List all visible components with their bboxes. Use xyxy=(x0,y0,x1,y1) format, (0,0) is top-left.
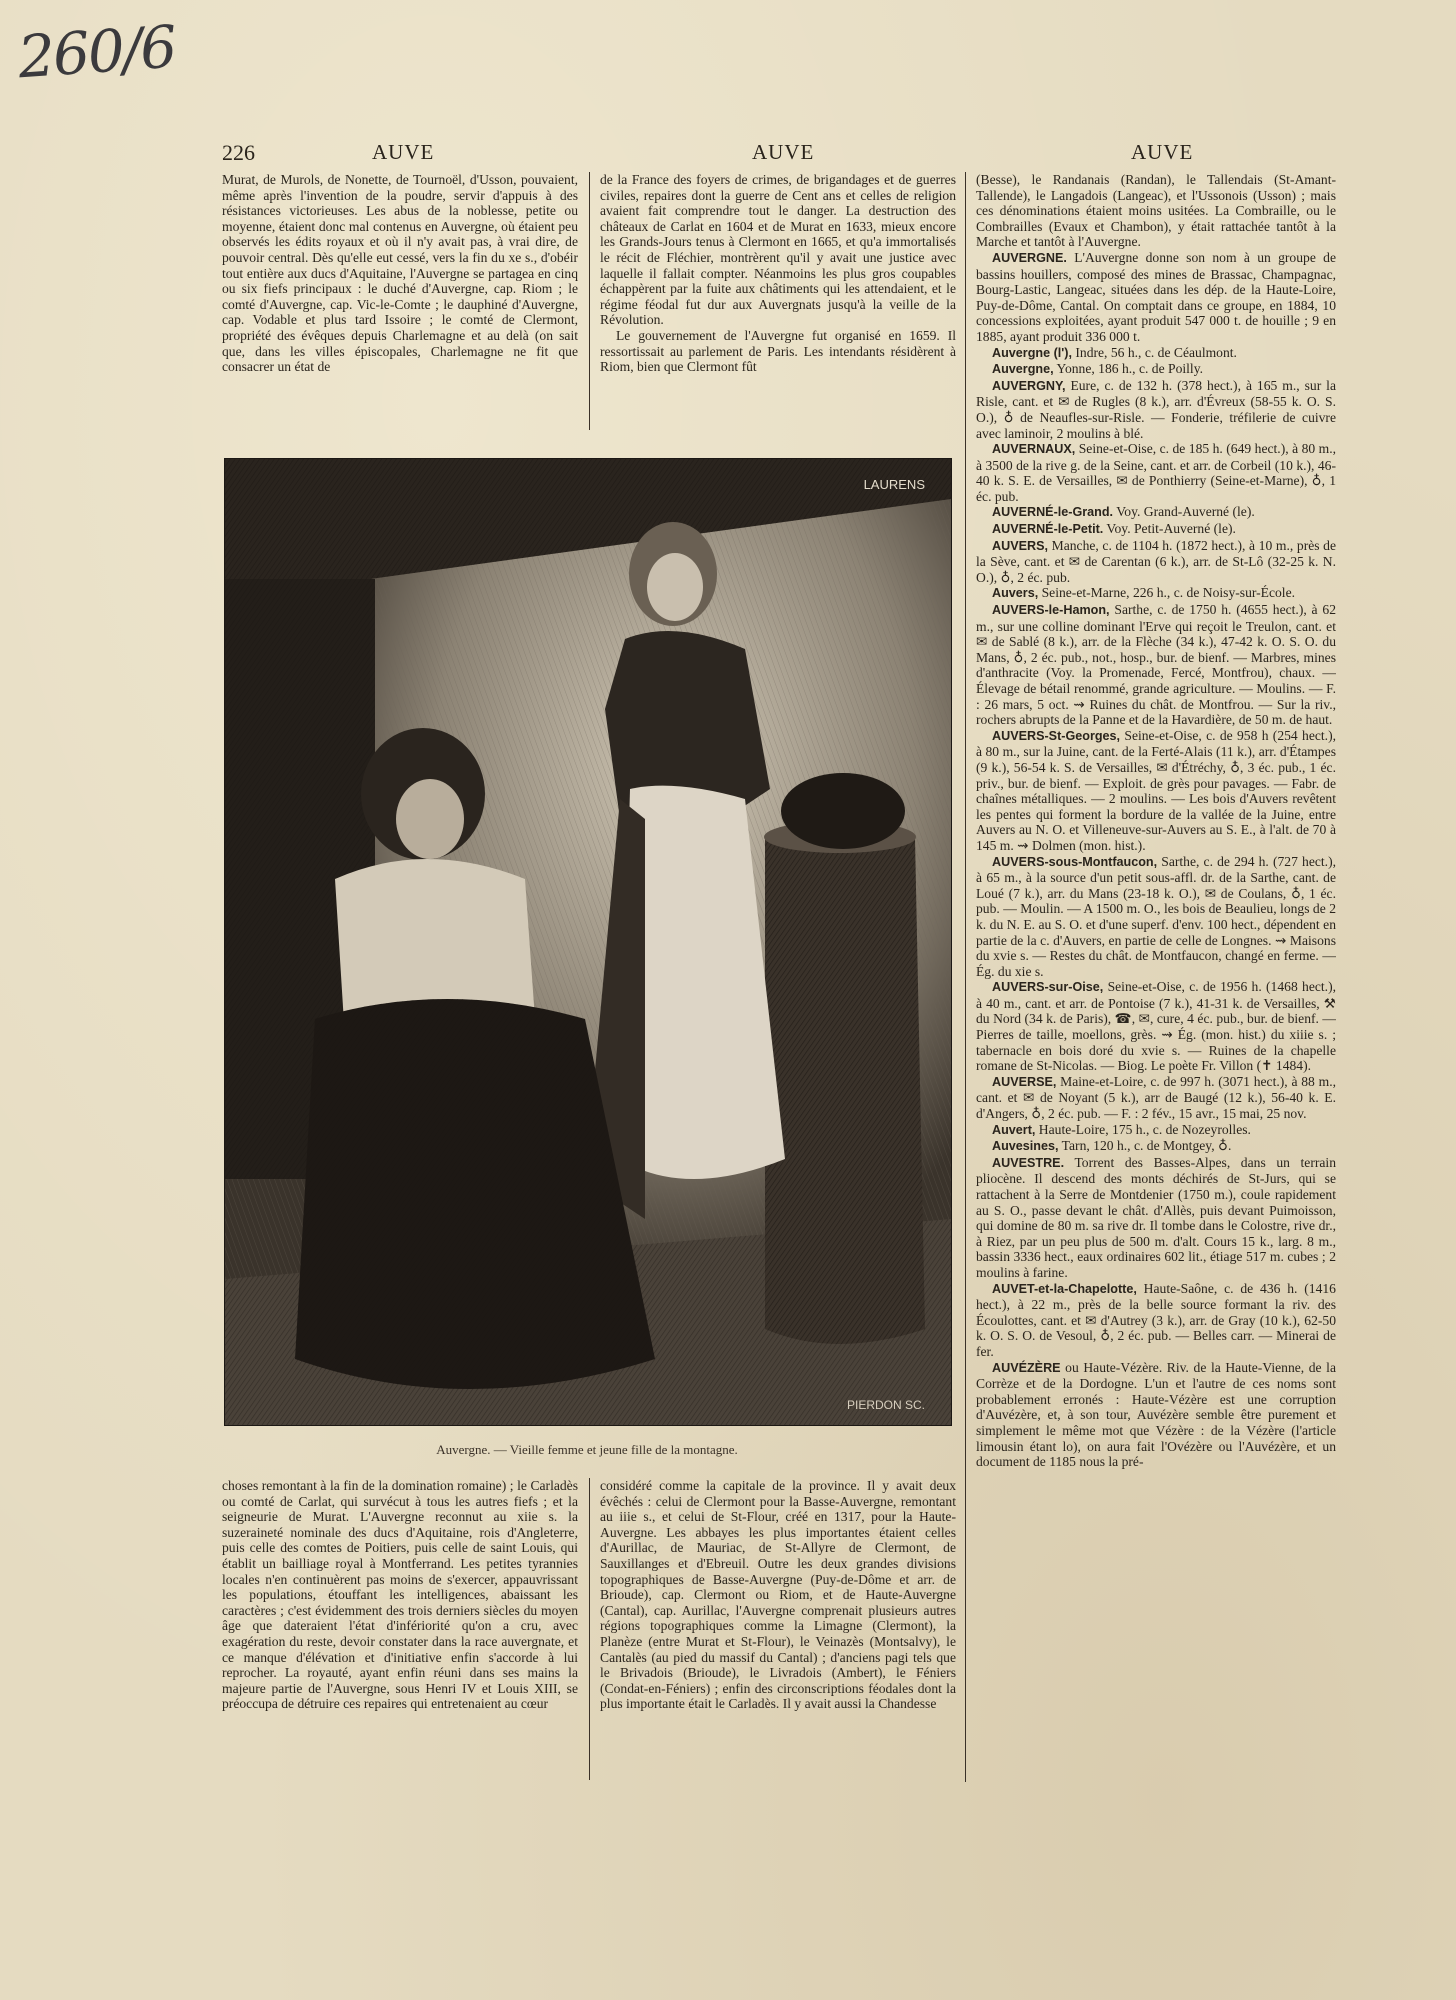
column-1-top xyxy=(222,172,578,430)
entry-text: Maine-et-Loire, c. de 997 h. (3071 hect.), à 88 m., cant. et ✉ de Noyant (5 k.), arr de Baugé (12 k.), 56-40 k. E. d'Angers, ♁, 2 éc. pub. — F. : 2 fév., 15 avr., 15 mai, 25 nov. xyxy=(976,1073,1336,1122)
entry-headword: AUVERS-sur-Oise, xyxy=(992,980,1104,995)
dictionary-entry xyxy=(976,1281,1336,1360)
entry-headword: AUVESTRE. xyxy=(992,1155,1065,1170)
entry-headword: AUVERNAUX, xyxy=(992,442,1076,457)
dictionary-entry xyxy=(976,504,1336,521)
dictionary-entry xyxy=(976,1360,1336,1470)
page-number: 226 xyxy=(222,140,255,165)
entry-headword: AUVERS, xyxy=(992,538,1048,553)
engraver-signature: PIERDON SC. xyxy=(846,1398,925,1412)
entry-text: Indre, 56 h., c. de Céaulmont. xyxy=(1075,344,1237,360)
entry-text: Voy. Grand-Auverné (le). xyxy=(1116,504,1255,520)
column-3 xyxy=(976,172,1336,1782)
entry-text: Sarthe, c. de 294 h. (727 hect.), à 65 m., à la source d'un petit sous-affl. dr. de la Sarthe, cant. de Loué (7 k.), arr. du Mans (23-18 k. O.), ✉ de Coulans, ♁, 1 éc. pub. — Moulin. — A 1500 m. O., les bois de Beaulieu, longs de 2 k. du N. E. au S. O. et d'une superf. d'env. 100 hect., dépendent en partie de la c. d'Auvers, en partie de celle de Longnes. ⇝ Maisons du xvie s. — Restes du chât. de Montfaucon, changé en ferme. — Ég. du xie s. xyxy=(976,853,1336,979)
entry-headword: Auvert, xyxy=(992,1122,1036,1137)
dictionary-entry xyxy=(976,172,1336,250)
dictionary-entry xyxy=(976,250,1336,345)
entry-headword: AUVERGNE. xyxy=(992,250,1067,265)
dictionary-entry xyxy=(976,979,1336,1074)
paragraph: Le gouvernement de l'Auvergne fut organisé en 1659. Il ressortissait au parlement de Paris. Les intendants résidèrent à Riom, bien que Clermont fût xyxy=(600,327,956,375)
column-rule xyxy=(589,1478,590,1780)
entry-text: Tarn, 120 h., c. de Montgey, ♁. xyxy=(1061,1138,1232,1154)
paragraph: de la France des foyers de crimes, de brigandages et de guerres civiles, repaires dont la guerre de Cent ans et celles de religion avaient fait comprendre tout le danger. La destruction des châteaux de Carlat en 1604 et de Murat en 1633, mieux encore les Grands-Jours tenus à Clermont en 1665, et qu'a immortalisés le récit de Fléchier, montrèrent qu'il y avait une justice avec laquelle il fallait compter. Néanmoins les plus gros coupables échappèrent par la fuite aux châtiments qui les attendaient, et le régime féodal fut dur aux Auvergnats jusqu'à la veille de la Révolution. xyxy=(600,172,956,328)
entry-headword: AUVERSE, xyxy=(992,1074,1057,1089)
dictionary-entry xyxy=(976,1074,1336,1122)
entry-headword: Auvergne, xyxy=(992,362,1054,377)
dictionary-entry xyxy=(976,441,1336,504)
entry-text: L'Auvergne donne son nom à un groupe de bassins houillers, composé des mines de Brassac, Champagnac, Bourg-Lastic, Langeac, situées dans les dép. de la Haute-Loire, Puy-de-Dôme, Cantal. On comptait dans ce groupe, en 1884, 10 concessions exploitées, ayant produit 547 000 t. de houille ; 9 en 1885, ayant produit 336 000 t. xyxy=(976,249,1336,344)
column-rule xyxy=(965,172,966,1782)
entry-headword: Auvergne (l'), xyxy=(992,345,1072,360)
entry-text: Haute-Saône, c. de 436 h. (1416 hect.), à 22 m., près de la belle source formant la riv. des Écoulottes, cant. et ✉ d'Autrey (3 k.), arr. de Gray (10 k.), 62-50 k. O. S. O. de Vesoul, ♁, 2 éc. pub. — Belles carr. — Minerai de fer. xyxy=(976,1280,1336,1359)
running-head-3: AUVE xyxy=(1131,140,1194,164)
dictionary-entry xyxy=(976,361,1336,378)
entry-headword: AUVERS-sous-Montfaucon, xyxy=(992,854,1158,869)
entry-text: Seine-et-Oise, c. de 1956 h. (1468 hect.), à 40 m., cant. et arr. de Pontoise (7 k.), 41-31 k. de Versailles, ⚒ du Nord (34 k. de Paris), ☎, ✉, cure, 4 éc. pub., bur. de bienf. — Pierres de taille, moellons, grès. ⇝ Ég. (mon. hist.) du xiiie s. ; tabernacle en bois doré du xvie s. — Ruines de la chapelle romane de St-Nicolas. — Biog. Le poète Fr. Villon (✝ 1484). xyxy=(976,979,1336,1074)
dictionary-entry xyxy=(976,378,1336,441)
illustrator-signature: LAURENS xyxy=(863,477,925,492)
figure-caption: Auvergne. — Vieille femme et jeune fille de la montagne. xyxy=(436,1442,738,1457)
engraving-drawing xyxy=(225,459,951,1425)
entry-text: Yonne, 186 h., c. de Poilly. xyxy=(1056,361,1204,377)
dictionary-entry xyxy=(976,854,1336,980)
column-rule xyxy=(589,172,590,430)
entry-text: ou Haute-Vézère. Riv. de la Haute-Vienne, de la Corrèze et de la Dordogne. L'un et l'autre de ces noms sont probablement erronés : Haute-Vézère est une corruption d'Auvézère, et, à son tour, Auvézère semble être purement et simplement le même mot que Vézère : de la Vézère (l'article limousin étant lo), on aura fait l'Ovézère ou l'Auvézère, et un document de 1185 nous la pré- xyxy=(976,1359,1336,1470)
running-head-2: AUVE xyxy=(752,140,815,164)
entry-text: Seine-et-Oise, c. de 958 h (254 hect.), à 80 m., sur la Juine, cant. de la Ferté-Alais (11 k.), arr. d'Étampes (9 k.), 56-54 k. S. de Versailles, ✉ d'Étréchy, ♁, 3 éc. pub., 1 éc. priv., bur. de bienf. — Exploit. de grès pour pavages. — Fabr. de chaînes métalliques. — 2 moulins. — Les bois d'Auvers revêtent les pentes qui forment la bordure de la vallée de la Juine, entre Auvers au N. O. et Villeneuve-sur-Auvers au S. E., à l'alt. de 70 à 145 m. ⇝ Dolmen (mon. hist.). xyxy=(976,727,1336,853)
dictionary-entry xyxy=(976,585,1336,602)
entry-headword: AUVERGNY, xyxy=(992,378,1066,393)
entry-headword: AUVERS-le-Hamon, xyxy=(992,603,1110,618)
entry-text: Torrent des Basses-Alpes, dans un terrain pliocène. Il descend des monts déchirés de St-Jurs, qui se rattachent à la Serre de Montdenier (1750 m.), coule rapidement au S. O., passe devant le chât. d'Allès, puis devant Puimoisson, qui domine de 80 m. sa rive dr. Il tombe dans le Colostre, rive dr., à Riez, par un peu plus de 500 m. d'alt. Cours 15 k., larg. 8 m., bassin 3336 hect., eaux ordinaires 602 lit., étiage 517 m. cubes ; 2 moulins à farine. xyxy=(976,1154,1336,1280)
column-2-top xyxy=(600,172,956,430)
handwritten-note: 260/6 xyxy=(15,12,178,92)
entry-text: Haute-Loire, 175 h., c. de Nozeyrolles. xyxy=(1038,1121,1251,1137)
entry-text: Manche, c. de 1104 h. (1872 hect.), à 10 m., près de la Sève, cant. et ✉ de Carentan (6 k.), arr. de St-Lô (32-25 k. N. O.), ♁, 2 éc. pub. xyxy=(976,537,1336,585)
column-1-bottom xyxy=(222,1478,578,1780)
dictionary-entry xyxy=(976,521,1336,538)
entry-headword: AUVET-et-la-Chapelotte, xyxy=(992,1281,1137,1296)
dictionary-entry xyxy=(976,345,1336,362)
paragraph: choses remontant à la fin de la domination romaine) ; le Carladès ou comté de Carlat, qui survécut à tous les autres fiefs ; et la seigneurie de Murat. L'Auvergne reconnut au xiie s. la suzeraineté nominale des ducs d'Aquitaine, rois d'Angleterre, puis celle des comtes de Poitiers, puis celle de saint Louis, qui établit un bailliage royal à Montferrand. Les petites tyrannies locales n'en continuèrent pas moins de s'exercer, appauvrissant les populations, étouffant les intelligences, abaissant les caractères ; c'est évidemment des trois derniers siècles du moyen âge que dateraient l'état d'infériorité qu'on a cru, avec exagération du reste, devoir constater dans la race auvergnate, et ce manque d'élévation et d'initiative enfin s'accorde à lui reprocher. La royauté, ayant enfin réuni dans ses mains la majeure partie de l'Auvergne, sous Henri IV et Louis XIII, se préoccupa de détruire ces repaires qui entretenaient au cœur xyxy=(222,1478,578,1712)
running-head-1: AUVE xyxy=(372,140,435,164)
entry-text: Seine-et-Oise, c. de 185 h. (649 hect.), à 80 m., à 3500 de la rive g. de la Seine, cant. et arr. de Corbeil (10 k.), 46-40 k. S. E. de Versailles, ✉ de Ponthierry (Seine-et-Marne), ♁, 1 éc. pub. xyxy=(976,441,1336,504)
dictionary-entry xyxy=(976,1155,1336,1281)
paragraph: considéré comme la capitale de la province. Il y avait deux évêchés : celui de Clermont pour la Basse-Auvergne, remontant au iiie s., et celui de St-Flour, créé en 1317, pour la Haute-Auvergne. Les abbayes les plus importantes étaient celles d'Aurillac, de Mauriac, de St-Allyre de Clermont, de Sauxillanges et d'Ebreuil. Outre les deux grandes divisions topographiques de Basse-Auvergne (Puy-de-Dôme et arr. de Brioude), cap. Clermont ou Riom, et de Haute-Auvergne (Cantal), cap. Aurillac, l'Auvergne comprenait plusieurs autres régions topographiques comme la Limagne (Clermont), la Planèze (entre Murat et St-Flour), le Veinazès (Montsalvy), le Cantalès (au pied du massif du Cantal) ; d'anciens pagi tels que le Brivadois (Brioude), le Livradois (Ambert), le Féniers (Condat-en-Féniers) ; enfin des circonscriptions féodales dont la plus importante était le Carladès. Il y avait aussi la Chandesse xyxy=(600,1478,956,1712)
dictionary-entry xyxy=(976,538,1336,586)
entry-headword: Auvesines, xyxy=(992,1139,1059,1154)
entry-headword: AUVERS-St-Georges, xyxy=(992,728,1121,743)
paragraph: Murat, de Murols, de Nonette, de Tournoël, d'Usson, pouvaient, même après l'invention de la poudre, servir d'appuis à des résistances victorieuses. Les abus de la noblesse, petite ou moyenne, étaient donc mal contenus en Auvergne, où étaient peu observés les édits royaux et où il n'y avait pas, à vrai dire, de pouvoir central. Dès qu'elle eut cessé, vers la fin du xe s., d'obéir tout entière aux ducs d'Aquitaine, l'Auvergne se partagea en cinq ou six fiefs principaux : le duché d'Auvergne, cap. Riom ; le comté d'Auvergne, cap. Vic-le-Comte ; le dauphiné d'Auvergne, cap. Vodable et plus tard Issoire ; le comté de Clermont, propriété des évêques depuis Charlemagne et au delà (on sait que, dans les villes épiscopales, Charlemagne ne fit que consacrer un état de xyxy=(222,172,578,375)
entry-headword: AUVERNÉ-le-Grand. xyxy=(992,505,1114,520)
dictionary-entry xyxy=(976,1138,1336,1155)
entry-text: Seine-et-Marne, 226 h., c. de Noisy-sur-École. xyxy=(1041,585,1296,601)
entry-text: Eure, c. de 132 h. (378 hect.), à 165 m., sur la Risle, cant. et ✉ de Rugles (8 k.), arr. d'Évreux (58-55 k. O. S. O.), ♁ de Neaufles-sur-Risle. — Fonderie, tréfilerie de cuivre avec laminoir, 2 moulins à blé. xyxy=(976,377,1336,441)
dictionary-entry xyxy=(976,602,1336,728)
engraving-illustration xyxy=(224,458,952,1426)
dictionary-entry xyxy=(976,728,1336,854)
column-2-bottom xyxy=(600,1478,956,1780)
entry-text: Voy. Petit-Auverné (le). xyxy=(1106,521,1236,537)
entry-text: Sarthe, c. de 1750 h. (4655 hect.), à 62 m., sur une colline dominant l'Erve qui reçoit le Treulon, cant. et ✉ de Sablé (8 k.), arr. de la Flèche (34 k.), 47-42 k. O. S. O. du Mans, ♁, 2 éc. pub., not., hosp., bur. de bienf. — Marbres, mines d'anthracite (Voy. la Promenade, Fercé, Montfrou), chaux. — Élevage de bétail renommé, grande agriculture. — Moulins. — F. : 26 mars, 5 oct. ⇝ Ruines du chât. de Montfrou. — Sur la riv., rochers abrupts de la Panne et de la Havardière, de 50 m. de haut. xyxy=(976,602,1336,728)
dictionary-entry xyxy=(976,1122,1336,1139)
entry-text: (Besse), le Randanais (Randan), le Tallendais (St-Amant-Tallende), le Langadois (Langeac), et l'Ussonois (Usson) ; mais ces dénominations étaient moins usitées. La Combraille, ou le Combrailles (Evaux et Chambon), y était rattachée tantôt à la Marche et tantôt à l'Auvergne. xyxy=(976,172,1336,250)
entry-headword: AUVERNÉ-le-Petit. xyxy=(992,522,1104,537)
entry-headword: AUVÉZÈRE xyxy=(992,1360,1061,1375)
entry-headword: Auvers, xyxy=(992,586,1039,601)
